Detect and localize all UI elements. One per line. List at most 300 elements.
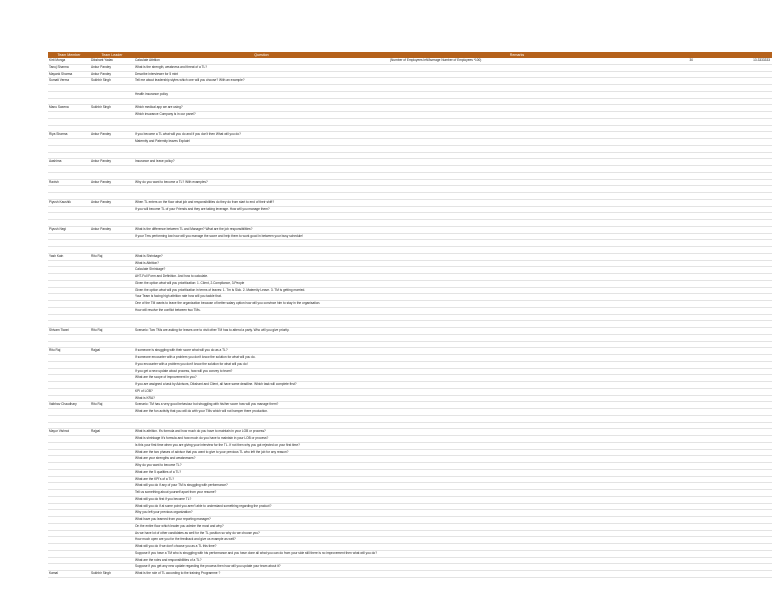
- cell-result[interactable]: [695, 504, 772, 510]
- cell-remarks[interactable]: [389, 510, 645, 516]
- cell-team-member[interactable]: [48, 517, 90, 523]
- cell-value[interactable]: [645, 463, 695, 469]
- cell-team-leader[interactable]: [90, 355, 134, 361]
- cell-question[interactable]: Why do you want to become TL?: [135, 463, 182, 467]
- cell-value[interactable]: [645, 193, 695, 199]
- cell-value[interactable]: [645, 342, 695, 348]
- cell-remarks[interactable]: [389, 497, 645, 503]
- cell-team-member[interactable]: [48, 193, 90, 199]
- cell-remarks[interactable]: [389, 288, 645, 294]
- cell-question[interactable]: Tell me about leadership styles which one will you choose? With an example?: [135, 78, 245, 83]
- cell-remarks[interactable]: [389, 477, 645, 483]
- cell-result[interactable]: [695, 153, 772, 159]
- cell-value[interactable]: [645, 369, 695, 375]
- cell-question[interactable]: If someone encounter with a problem you don't know the solution for what will you do.: [135, 355, 256, 359]
- cell-team-leader[interactable]: [90, 450, 134, 456]
- cell-remarks[interactable]: [389, 247, 645, 253]
- cell-question[interactable]: [134, 99, 389, 105]
- cell-team-leader[interactable]: [90, 220, 134, 226]
- cell-team-leader[interactable]: [90, 342, 134, 348]
- cell-result[interactable]: [695, 490, 772, 496]
- cell-remarks[interactable]: [389, 132, 645, 138]
- cell-remarks[interactable]: [389, 274, 645, 280]
- cell-remarks[interactable]: [389, 166, 645, 172]
- cell-result[interactable]: [695, 78, 772, 84]
- cell-remarks[interactable]: [389, 504, 645, 510]
- cell-result[interactable]: [695, 328, 772, 334]
- cell-question[interactable]: What are the two phases of advisor that you want to give to your previous TL who left the job for any reason?: [135, 449, 289, 454]
- cell-value[interactable]: [645, 423, 695, 429]
- cell-value[interactable]: [645, 65, 695, 71]
- cell-question[interactable]: Suppose if you get any new update regarding the process then how will you update your team about it?: [135, 564, 281, 569]
- header-team-leader[interactable]: Team Leader: [101, 53, 123, 57]
- cell-team-member[interactable]: [48, 186, 90, 192]
- cell-result[interactable]: [695, 126, 772, 132]
- cell-team-member[interactable]: Piyush Negi: [49, 226, 67, 231]
- cell-team-member[interactable]: [48, 443, 90, 449]
- cell-question[interactable]: [134, 166, 389, 172]
- cell-result[interactable]: [695, 254, 772, 260]
- cell-team-leader[interactable]: [90, 558, 134, 564]
- cell-team-leader[interactable]: [90, 261, 134, 267]
- cell-team-leader[interactable]: [90, 294, 134, 300]
- cell-remarks[interactable]: [389, 240, 645, 246]
- cell-team-member[interactable]: [48, 315, 90, 321]
- cell-value[interactable]: [645, 200, 695, 206]
- cell-result[interactable]: [695, 456, 772, 462]
- cell-team-leader[interactable]: [90, 213, 134, 219]
- cell-team-leader[interactable]: [90, 92, 134, 98]
- cell-question[interactable]: Which medical app we are using?: [135, 105, 183, 110]
- cell-question[interactable]: [134, 315, 389, 321]
- cell-value[interactable]: [645, 139, 695, 145]
- cell-team-member[interactable]: [48, 213, 90, 219]
- cell-team-leader[interactable]: Ritu Raj: [91, 328, 103, 332]
- cell-value[interactable]: [645, 247, 695, 253]
- cell-team-member[interactable]: [48, 558, 90, 564]
- cell-remarks[interactable]: [389, 99, 645, 105]
- cell-remarks[interactable]: [389, 375, 645, 381]
- cell-team-member[interactable]: [48, 510, 90, 516]
- cell-result[interactable]: [695, 173, 772, 179]
- cell-value[interactable]: [645, 78, 695, 84]
- cell-question[interactable]: What will you do if we don't choose you as a TL this time?: [135, 544, 217, 548]
- cell-remarks[interactable]: [389, 490, 645, 496]
- cell-remarks[interactable]: [389, 571, 645, 577]
- cell-value[interactable]: [645, 234, 695, 240]
- cell-result[interactable]: [695, 382, 772, 388]
- cell-team-member[interactable]: [48, 92, 90, 98]
- cell-result[interactable]: [695, 92, 772, 98]
- cell-question[interactable]: [134, 119, 389, 125]
- cell-result[interactable]: [695, 261, 772, 267]
- cell-value[interactable]: [645, 72, 695, 78]
- cell-remarks[interactable]: [389, 551, 645, 557]
- cell-team-leader[interactable]: Rajpal: [91, 429, 101, 434]
- cell-remarks[interactable]: [389, 254, 645, 260]
- cell-remarks[interactable]: [389, 558, 645, 564]
- cell-remarks[interactable]: [389, 126, 645, 132]
- cell-question[interactable]: One of the TM wants to leave the organization because of better salary option how will you convince him to stay in the organisation.: [135, 301, 321, 305]
- cell-result[interactable]: [695, 180, 772, 186]
- cell-team-member[interactable]: [48, 126, 90, 132]
- cell-result[interactable]: [695, 429, 772, 435]
- cell-team-leader[interactable]: [90, 315, 134, 321]
- cell-value[interactable]: [645, 510, 695, 516]
- cell-result[interactable]: [695, 362, 772, 368]
- cell-question[interactable]: What are the 5 qualities of a TL?: [135, 469, 182, 474]
- cell-remarks[interactable]: [389, 207, 645, 213]
- cell-team-member[interactable]: [48, 456, 90, 462]
- cell-team-leader[interactable]: [90, 456, 134, 462]
- cell-result[interactable]: [695, 348, 772, 354]
- cell-value[interactable]: [645, 220, 695, 226]
- cell-question[interactable]: Health insurance policy: [135, 91, 168, 96]
- cell-team-member[interactable]: [48, 99, 90, 105]
- cell-value[interactable]: [645, 470, 695, 476]
- cell-result[interactable]: [695, 294, 772, 300]
- cell-question[interactable]: What is the role of TL according to the training Programme ?: [135, 571, 221, 575]
- cell-value[interactable]: [645, 531, 695, 537]
- cell-team-leader[interactable]: [90, 173, 134, 179]
- cell-remarks[interactable]: [389, 234, 645, 240]
- cell-value[interactable]: [645, 389, 695, 395]
- cell-value[interactable]: [645, 551, 695, 557]
- cell-remarks[interactable]: [389, 112, 645, 118]
- cell-remarks[interactable]: [389, 65, 645, 71]
- header-remarks[interactable]: Remarks: [509, 53, 525, 57]
- cell-team-leader[interactable]: [90, 497, 134, 503]
- cell-value[interactable]: [645, 564, 695, 570]
- cell-result[interactable]: [695, 571, 772, 577]
- cell-team-member[interactable]: Aashima: [49, 159, 62, 164]
- cell-value[interactable]: [645, 308, 695, 314]
- cell-remarks[interactable]: [389, 463, 645, 469]
- cell-value[interactable]: [645, 537, 695, 543]
- cell-question[interactable]: [134, 416, 389, 422]
- cell-result[interactable]: [695, 450, 772, 456]
- cell-question[interactable]: What are the roles and responsibilities of a TL?: [135, 557, 202, 562]
- cell-team-member[interactable]: [48, 267, 90, 273]
- cell-value[interactable]: [645, 450, 695, 456]
- cell-team-leader[interactable]: [90, 139, 134, 145]
- cell-team-leader[interactable]: [90, 409, 134, 415]
- cell-question[interactable]: What is the strength, weakness and threat of a TL?: [135, 64, 208, 69]
- cell-team-leader[interactable]: [90, 240, 134, 246]
- cell-team-member[interactable]: [48, 463, 90, 469]
- cell-result[interactable]: [695, 132, 772, 138]
- cell-team-leader[interactable]: [90, 416, 134, 422]
- cell-remarks[interactable]: [389, 173, 645, 179]
- cell-team-leader[interactable]: [90, 369, 134, 375]
- cell-question[interactable]: Calculate Shrinkage?: [135, 267, 166, 272]
- cell-team-member[interactable]: Mayur Vishnoi: [49, 429, 70, 434]
- cell-team-leader[interactable]: [90, 396, 134, 402]
- cell-question[interactable]: What will you do if any of your TM is struggling with performance?: [135, 483, 228, 488]
- cell-value[interactable]: [645, 402, 695, 408]
- cell-value[interactable]: [645, 119, 695, 125]
- cell-remarks[interactable]: [389, 537, 645, 543]
- cell-team-leader[interactable]: Rajpal: [91, 348, 101, 353]
- cell-value[interactable]: [645, 396, 695, 402]
- cell-result[interactable]: [695, 321, 772, 327]
- cell-value[interactable]: [645, 254, 695, 260]
- cell-question[interactable]: What is attrition. It's formula and how much do you have to maintain in your LOB or process?: [135, 429, 266, 434]
- cell-result[interactable]: [695, 99, 772, 105]
- cell-value[interactable]: [645, 348, 695, 354]
- cell-team-member[interactable]: Tanuj Sharma: [49, 64, 69, 69]
- cell-question[interactable]: Given the option what will you prioritization: 1. Client, 2.Compliance, 3.People: [135, 280, 245, 285]
- cell-team-member[interactable]: Shivam Tiwari: [49, 328, 69, 332]
- cell-question[interactable]: Why do you want to become a TL? With examples?: [135, 179, 208, 184]
- cell-team-leader[interactable]: Ankur Pandey: [91, 226, 112, 231]
- cell-team-member[interactable]: [48, 274, 90, 280]
- cell-result[interactable]: [695, 544, 772, 550]
- cell-remarks[interactable]: [389, 524, 645, 530]
- cell-remarks[interactable]: [389, 139, 645, 145]
- cell-result[interactable]: 13.3333333: [753, 58, 770, 62]
- cell-team-leader[interactable]: [90, 537, 134, 543]
- cell-question[interactable]: [134, 186, 389, 192]
- cell-team-member[interactable]: [48, 139, 90, 145]
- cell-team-member[interactable]: [48, 247, 90, 253]
- cell-question[interactable]: What is Shrinkage?: [135, 253, 163, 258]
- cell-team-member[interactable]: [48, 146, 90, 152]
- cell-team-leader[interactable]: [90, 301, 134, 307]
- cell-remarks[interactable]: [389, 456, 645, 462]
- cell-question[interactable]: [134, 126, 389, 132]
- cell-team-member[interactable]: [48, 477, 90, 483]
- cell-value[interactable]: [645, 288, 695, 294]
- cell-team-leader[interactable]: [90, 544, 134, 550]
- cell-team-member[interactable]: [48, 497, 90, 503]
- cell-question[interactable]: What have you learned from your reporting manager?: [135, 517, 211, 521]
- cell-team-leader[interactable]: [90, 119, 134, 125]
- cell-result[interactable]: [695, 159, 772, 165]
- cell-question[interactable]: If you encounter with a problem you don't know the solution for what will you do!: [135, 361, 248, 366]
- cell-question[interactable]: Calculate Attrition: [135, 58, 160, 62]
- cell-question[interactable]: Scenario: Two TMs are asking for leaves one to visit other TM has to attend a party. Who will you give priority.: [135, 328, 290, 332]
- cell-team-leader[interactable]: [90, 274, 134, 280]
- cell-team-leader[interactable]: [90, 524, 134, 530]
- cell-remarks[interactable]: [389, 193, 645, 199]
- cell-value[interactable]: [645, 267, 695, 273]
- cell-value[interactable]: [645, 315, 695, 321]
- cell-question[interactable]: Insurance and leave policy?: [135, 159, 175, 164]
- cell-result[interactable]: [695, 531, 772, 537]
- cell-value[interactable]: [645, 355, 695, 361]
- cell-team-leader[interactable]: [90, 531, 134, 537]
- cell-result[interactable]: [695, 227, 772, 233]
- cell-remarks[interactable]: [389, 220, 645, 226]
- cell-value[interactable]: [645, 166, 695, 172]
- cell-remarks[interactable]: [389, 281, 645, 287]
- cell-remarks[interactable]: [389, 470, 645, 476]
- cell-remarks[interactable]: [389, 213, 645, 219]
- cell-remarks[interactable]: [389, 92, 645, 98]
- cell-remarks[interactable]: [389, 267, 645, 273]
- cell-remarks[interactable]: [389, 409, 645, 415]
- cell-team-member[interactable]: [48, 173, 90, 179]
- cell-result[interactable]: [695, 267, 772, 273]
- cell-team-member[interactable]: [48, 409, 90, 415]
- cell-team-member[interactable]: [48, 355, 90, 361]
- cell-question[interactable]: [134, 193, 389, 199]
- cell-remarks[interactable]: [389, 423, 645, 429]
- cell-team-leader[interactable]: [90, 247, 134, 253]
- cell-result[interactable]: [695, 105, 772, 111]
- cell-value[interactable]: [645, 99, 695, 105]
- cell-team-leader[interactable]: [90, 267, 134, 273]
- cell-value[interactable]: [645, 261, 695, 267]
- cell-team-member[interactable]: Riya Sharma: [49, 132, 68, 137]
- cell-value[interactable]: [645, 456, 695, 462]
- cell-team-leader[interactable]: [90, 436, 134, 442]
- cell-remarks[interactable]: [389, 342, 645, 348]
- cell-team-leader[interactable]: [90, 308, 134, 314]
- cell-value[interactable]: [645, 571, 695, 577]
- cell-value[interactable]: [645, 409, 695, 415]
- cell-remarks[interactable]: [389, 261, 645, 267]
- cell-remarks[interactable]: [389, 186, 645, 192]
- cell-team-leader[interactable]: Ritu Raj: [91, 253, 103, 258]
- cell-question[interactable]: [134, 213, 389, 219]
- cell-team-leader[interactable]: Ankur Pandey: [91, 64, 112, 69]
- cell-question[interactable]: [134, 146, 389, 152]
- cell-result[interactable]: [695, 308, 772, 314]
- cell-value[interactable]: [645, 92, 695, 98]
- cell-team-member[interactable]: [48, 234, 90, 240]
- cell-question[interactable]: [134, 321, 389, 327]
- cell-remarks[interactable]: [389, 328, 645, 334]
- cell-result[interactable]: [695, 186, 772, 192]
- cell-value[interactable]: [645, 490, 695, 496]
- cell-remarks[interactable]: [389, 301, 645, 307]
- cell-team-leader[interactable]: Sukhbir Singh: [91, 571, 111, 575]
- cell-team-leader[interactable]: [90, 99, 134, 105]
- cell-team-member[interactable]: [48, 537, 90, 543]
- cell-team-member[interactable]: Ravish: [49, 179, 59, 184]
- cell-question[interactable]: If someone is struggling with their score what will you do as a TL?: [135, 348, 228, 353]
- cell-result[interactable]: [695, 274, 772, 280]
- cell-result[interactable]: [695, 375, 772, 381]
- cell-remarks[interactable]: [389, 335, 645, 341]
- cell-remarks[interactable]: [389, 429, 645, 435]
- cell-remarks[interactable]: [389, 200, 645, 206]
- cell-team-leader[interactable]: [90, 564, 134, 570]
- cell-team-member[interactable]: [48, 261, 90, 267]
- cell-team-leader[interactable]: [90, 321, 134, 327]
- cell-team-leader[interactable]: Sukhbir Singh: [91, 78, 111, 83]
- cell-result[interactable]: [695, 416, 772, 422]
- cell-remarks[interactable]: [389, 348, 645, 354]
- cell-team-member[interactable]: [48, 301, 90, 307]
- cell-result[interactable]: [695, 517, 772, 523]
- cell-remarks[interactable]: [389, 180, 645, 186]
- cell-team-member[interactable]: [48, 294, 90, 300]
- cell-team-member[interactable]: [48, 342, 90, 348]
- cell-result[interactable]: [695, 355, 772, 361]
- cell-result[interactable]: [695, 477, 772, 483]
- cell-team-member[interactable]: Sumati Verma: [49, 78, 70, 83]
- cell-question[interactable]: AHT-Full Form and Definition. And how to calculate.: [135, 274, 208, 278]
- cell-remarks[interactable]: [389, 315, 645, 321]
- cell-team-leader[interactable]: [90, 166, 134, 172]
- cell-value[interactable]: [645, 416, 695, 422]
- cell-team-leader[interactable]: Ritu Raj: [91, 402, 103, 407]
- cell-team-member[interactable]: [48, 153, 90, 159]
- cell-remarks[interactable]: [389, 294, 645, 300]
- cell-result[interactable]: [695, 369, 772, 375]
- cell-result[interactable]: [695, 409, 772, 415]
- cell-team-leader[interactable]: [90, 153, 134, 159]
- cell-team-leader[interactable]: [90, 483, 134, 489]
- cell-result[interactable]: [695, 436, 772, 442]
- cell-team-leader[interactable]: [90, 335, 134, 341]
- cell-team-leader[interactable]: [90, 463, 134, 469]
- cell-result[interactable]: [695, 510, 772, 516]
- cell-result[interactable]: [695, 146, 772, 152]
- cell-remarks[interactable]: [389, 531, 645, 537]
- cell-question[interactable]: [134, 342, 389, 348]
- cell-result[interactable]: [695, 220, 772, 226]
- cell-remarks[interactable]: [389, 227, 645, 233]
- cell-question[interactable]: [134, 247, 389, 253]
- cell-result[interactable]: [695, 423, 772, 429]
- cell-team-member[interactable]: [48, 544, 90, 550]
- cell-remarks[interactable]: [389, 321, 645, 327]
- cell-remarks[interactable]: [389, 78, 645, 84]
- cell-remarks[interactable]: [389, 402, 645, 408]
- cell-value[interactable]: [645, 301, 695, 307]
- cell-value[interactable]: [645, 213, 695, 219]
- cell-team-leader[interactable]: [90, 423, 134, 429]
- cell-team-leader[interactable]: Ankur Pandey: [91, 179, 112, 184]
- cell-result[interactable]: [695, 112, 772, 118]
- cell-team-leader[interactable]: [90, 382, 134, 388]
- cell-result[interactable]: [695, 247, 772, 253]
- cell-value[interactable]: [645, 126, 695, 132]
- cell-team-member[interactable]: Manu Saxena: [49, 105, 69, 110]
- cell-team-leader[interactable]: Ankur Pandey: [91, 159, 112, 164]
- cell-question[interactable]: What will you do if at some point you aren't able to understand something regarding the product?: [135, 503, 272, 508]
- cell-team-member[interactable]: [48, 362, 90, 368]
- cell-value[interactable]: [645, 321, 695, 327]
- cell-question[interactable]: [134, 85, 389, 91]
- cell-remarks[interactable]: [389, 544, 645, 550]
- header-question[interactable]: Question: [254, 53, 269, 57]
- cell-remarks[interactable]: [389, 119, 645, 125]
- cell-team-member[interactable]: [48, 240, 90, 246]
- cell-result[interactable]: [695, 65, 772, 71]
- cell-team-leader[interactable]: [90, 146, 134, 152]
- cell-value[interactable]: [645, 227, 695, 233]
- cell-result[interactable]: [695, 139, 772, 145]
- cell-team-member[interactable]: [48, 531, 90, 537]
- cell-team-member[interactable]: [48, 483, 90, 489]
- header-team-member[interactable]: Team Member: [57, 53, 81, 57]
- cell-result[interactable]: [695, 193, 772, 199]
- cell-value[interactable]: [645, 436, 695, 442]
- cell-question[interactable]: What is shrinkage It's formula and how much do you have to maintain in your LOB or process?: [135, 436, 269, 440]
- cell-team-member[interactable]: [48, 416, 90, 422]
- cell-question[interactable]: How much open are you for the feedback and give us example as well?: [135, 537, 236, 542]
- cell-question[interactable]: What is Attrition?: [135, 260, 159, 265]
- cell-value[interactable]: [645, 517, 695, 523]
- cell-question[interactable]: Your Team is facing high attrition rate how will you tackle that.: [135, 294, 222, 299]
- cell-team-leader[interactable]: [90, 362, 134, 368]
- cell-remarks[interactable]: [389, 443, 645, 449]
